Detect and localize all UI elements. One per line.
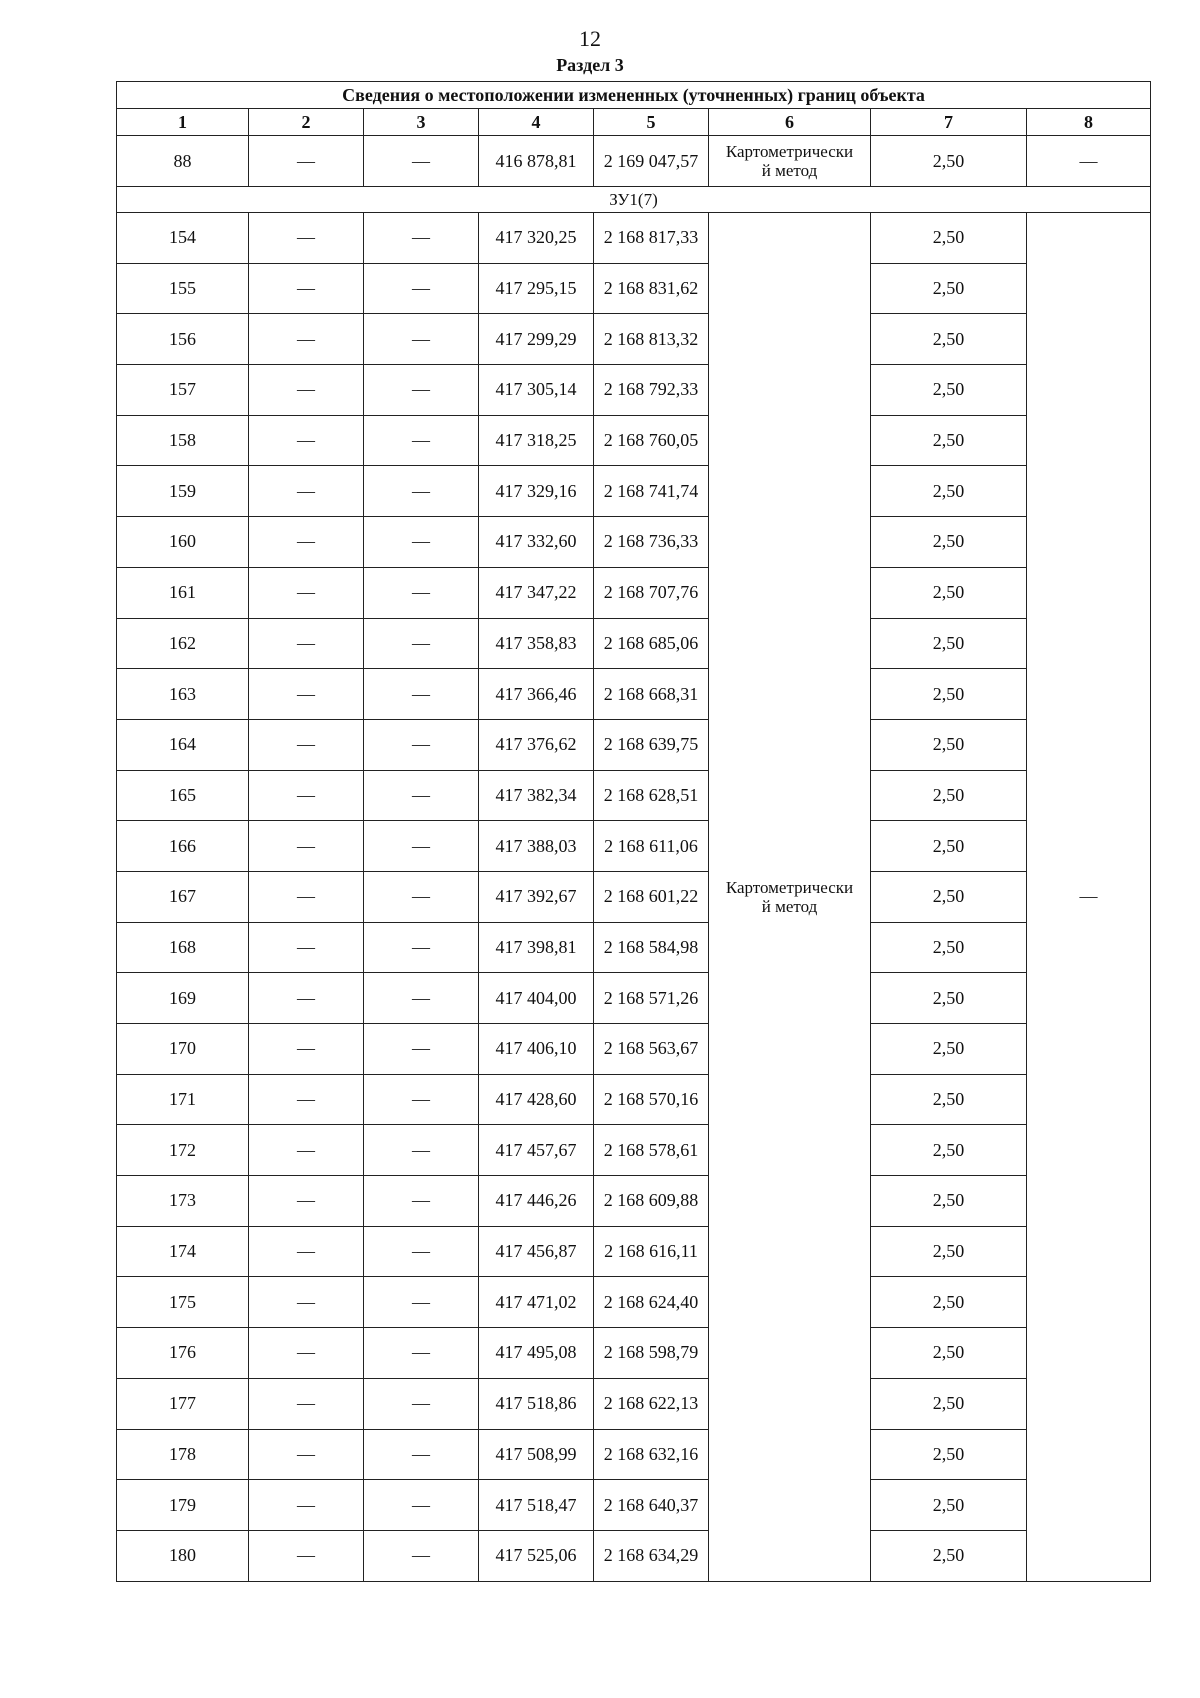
y-coordinate: 2 168 578,61 (594, 1125, 709, 1176)
accuracy: 2,50 (871, 1176, 1027, 1227)
column-number: 8 (1027, 109, 1151, 136)
table-row (117, 1074, 1151, 1125)
point-number: 165 (117, 770, 249, 821)
x-coordinate: 417 398,81 (479, 922, 594, 973)
boundary-coordinates-table (116, 81, 1151, 1582)
col2-dash: — (249, 973, 364, 1024)
accuracy: 2,50 (871, 466, 1027, 517)
col2-dash: — (249, 567, 364, 618)
point-number: 162 (117, 618, 249, 669)
x-coordinate: 417 495,08 (479, 1328, 594, 1379)
col3-dash: — (364, 871, 479, 922)
y-coordinate: 2 168 584,98 (594, 922, 709, 973)
y-coordinate: 2 168 622,13 (594, 1378, 709, 1429)
col2-dash: — (249, 365, 364, 416)
col3-dash: — (364, 1277, 479, 1328)
table-row (117, 1176, 1151, 1227)
col2-dash: — (249, 1226, 364, 1277)
col8-dash: — (1027, 136, 1151, 187)
col3-dash: — (364, 922, 479, 973)
point-number: 167 (117, 871, 249, 922)
y-coordinate: 2 168 601,22 (594, 871, 709, 922)
x-coordinate: 417 406,10 (479, 1024, 594, 1075)
table-row (117, 1226, 1151, 1277)
table-row (117, 973, 1151, 1024)
accuracy: 2,50 (871, 1226, 1027, 1277)
col3-dash: — (364, 1226, 479, 1277)
point-number: 156 (117, 314, 249, 365)
y-coordinate: 2 168 624,40 (594, 1277, 709, 1328)
col2-dash: — (249, 719, 364, 770)
table-caption-row (117, 82, 1151, 109)
point-number: 180 (117, 1530, 249, 1581)
point-number: 160 (117, 517, 249, 568)
col3-dash: — (364, 821, 479, 872)
table-row (117, 567, 1151, 618)
point-number: 88 (117, 136, 249, 187)
col2-dash: — (249, 1176, 364, 1227)
col3-dash: — (364, 415, 479, 466)
column-number: 7 (871, 109, 1027, 136)
x-coordinate: 417 358,83 (479, 618, 594, 669)
point-number: 157 (117, 365, 249, 416)
col3-dash: — (364, 1480, 479, 1531)
accuracy: 2,50 (871, 365, 1027, 416)
column-number: 2 (249, 109, 364, 136)
x-coordinate: 417 318,25 (479, 415, 594, 466)
table-row (117, 314, 1151, 365)
col3-dash: — (364, 1530, 479, 1581)
col2-dash: — (249, 618, 364, 669)
col3-dash: — (364, 1328, 479, 1379)
col3-dash: — (364, 770, 479, 821)
col2-dash: — (249, 1125, 364, 1176)
col3-dash: — (364, 466, 479, 517)
y-coordinate: 2 168 571,26 (594, 973, 709, 1024)
accuracy: 2,50 (871, 415, 1027, 466)
y-coordinate: 2 168 685,06 (594, 618, 709, 669)
point-number: 178 (117, 1429, 249, 1480)
col3-dash: — (364, 1125, 479, 1176)
col2-dash: — (249, 1530, 364, 1581)
accuracy: 2,50 (871, 1125, 1027, 1176)
col3-dash: — (364, 1429, 479, 1480)
point-number: 179 (117, 1480, 249, 1531)
point-number: 161 (117, 567, 249, 618)
table-row (117, 415, 1151, 466)
col3-dash: — (364, 365, 479, 416)
x-coordinate: 417 376,62 (479, 719, 594, 770)
x-coordinate: 417 428,60 (479, 1074, 594, 1125)
table-row (117, 263, 1151, 314)
point-number: 174 (117, 1226, 249, 1277)
y-coordinate: 2 168 668,31 (594, 669, 709, 720)
y-coordinate: 2 168 616,11 (594, 1226, 709, 1277)
x-coordinate: 417 525,06 (479, 1530, 594, 1581)
x-coordinate: 417 392,67 (479, 871, 594, 922)
accuracy: 2,50 (871, 719, 1027, 770)
x-coordinate: 417 295,15 (479, 263, 594, 314)
col3-dash: — (364, 517, 479, 568)
table-row (117, 1530, 1151, 1581)
y-coordinate: 2 168 632,16 (594, 1429, 709, 1480)
col3-dash: — (364, 618, 479, 669)
table-row (117, 618, 1151, 669)
column-number: 4 (479, 109, 594, 136)
table-row (117, 770, 1151, 821)
x-coordinate: 417 457,67 (479, 1125, 594, 1176)
accuracy: 2,50 (871, 1378, 1027, 1429)
x-coordinate: 417 305,14 (479, 365, 594, 416)
accuracy: 2,50 (871, 871, 1027, 922)
point-number: 177 (117, 1378, 249, 1429)
y-coordinate: 2 168 563,67 (594, 1024, 709, 1075)
col3-dash: — (364, 1024, 479, 1075)
table-row (117, 1024, 1151, 1075)
col3-dash: — (364, 1378, 479, 1429)
point-number: 164 (117, 719, 249, 770)
table-row (117, 213, 1151, 264)
table-row (117, 517, 1151, 568)
col3-dash: — (364, 567, 479, 618)
col3-dash: — (364, 213, 479, 264)
column-number-row (117, 109, 1151, 136)
col2-dash: — (249, 466, 364, 517)
col2-dash: — (249, 1277, 364, 1328)
accuracy: 2,50 (871, 136, 1027, 187)
table-row (117, 1277, 1151, 1328)
col3-dash: — (364, 973, 479, 1024)
table-row (117, 821, 1151, 872)
y-coordinate: 2 168 813,32 (594, 314, 709, 365)
accuracy: 2,50 (871, 1530, 1027, 1581)
accuracy: 2,50 (871, 213, 1027, 264)
col3-dash: — (364, 263, 479, 314)
column-number: 6 (709, 109, 871, 136)
y-coordinate: 2 168 634,29 (594, 1530, 709, 1581)
table-row (117, 922, 1151, 973)
accuracy: 2,50 (871, 1277, 1027, 1328)
table-row (117, 719, 1151, 770)
table-row (117, 669, 1151, 720)
y-coordinate: 2 168 831,62 (594, 263, 709, 314)
table-row (117, 1378, 1151, 1429)
col3-dash: — (364, 1074, 479, 1125)
x-coordinate: 417 508,99 (479, 1429, 594, 1480)
y-coordinate: 2 169 047,57 (594, 136, 709, 187)
col3-dash: — (364, 719, 479, 770)
x-coordinate: 417 446,26 (479, 1176, 594, 1227)
y-coordinate: 2 168 628,51 (594, 770, 709, 821)
col2-dash: — (249, 1328, 364, 1379)
y-coordinate: 2 168 817,33 (594, 213, 709, 264)
col2-dash: — (249, 1378, 364, 1429)
x-coordinate: 417 347,22 (479, 567, 594, 618)
table-caption: Сведения о местоположении измененных (уточненных) границ объекта (117, 82, 1151, 109)
col2-dash: — (249, 1429, 364, 1480)
y-coordinate: 2 168 736,33 (594, 517, 709, 568)
col2-dash: — (249, 821, 364, 872)
col2-dash: — (249, 1024, 364, 1075)
col3-dash: — (364, 136, 479, 187)
x-coordinate: 417 332,60 (479, 517, 594, 568)
x-coordinate: 417 320,25 (479, 213, 594, 264)
col2-dash: — (249, 1480, 364, 1531)
y-coordinate: 2 168 611,06 (594, 821, 709, 872)
accuracy: 2,50 (871, 973, 1027, 1024)
group-label-row (117, 187, 1151, 213)
point-number: 176 (117, 1328, 249, 1379)
x-coordinate: 417 388,03 (479, 821, 594, 872)
table-row (117, 466, 1151, 517)
point-number: 171 (117, 1074, 249, 1125)
point-number: 158 (117, 415, 249, 466)
y-coordinate: 2 168 741,74 (594, 466, 709, 517)
point-number: 159 (117, 466, 249, 517)
accuracy: 2,50 (871, 1480, 1027, 1531)
col8-dash: — (1027, 213, 1151, 1582)
col2-dash: — (249, 770, 364, 821)
y-coordinate: 2 168 609,88 (594, 1176, 709, 1227)
col2-dash: — (249, 213, 364, 264)
table-row (117, 1125, 1151, 1176)
accuracy: 2,50 (871, 922, 1027, 973)
accuracy: 2,50 (871, 770, 1027, 821)
col2-dash: — (249, 136, 364, 187)
x-coordinate: 417 518,47 (479, 1480, 594, 1531)
accuracy: 2,50 (871, 517, 1027, 568)
table-row (117, 136, 1151, 187)
table-row (117, 1429, 1151, 1480)
table-row (117, 871, 1151, 922)
point-number: 166 (117, 821, 249, 872)
table-row (117, 1480, 1151, 1531)
page-number: 12 (579, 26, 601, 51)
col3-dash: — (364, 314, 479, 365)
table-row (117, 1328, 1151, 1379)
accuracy: 2,50 (871, 1429, 1027, 1480)
y-coordinate: 2 168 707,76 (594, 567, 709, 618)
accuracy: 2,50 (871, 821, 1027, 872)
point-number: 163 (117, 669, 249, 720)
accuracy: 2,50 (871, 1074, 1027, 1125)
col2-dash: — (249, 1074, 364, 1125)
col2-dash: — (249, 871, 364, 922)
point-number: 175 (117, 1277, 249, 1328)
x-coordinate: 417 382,34 (479, 770, 594, 821)
y-coordinate: 2 168 598,79 (594, 1328, 709, 1379)
col3-dash: — (364, 1176, 479, 1227)
y-coordinate: 2 168 640,37 (594, 1480, 709, 1531)
x-coordinate: 417 518,86 (479, 1378, 594, 1429)
accuracy: 2,50 (871, 263, 1027, 314)
point-number: 154 (117, 213, 249, 264)
table-row (117, 365, 1151, 416)
accuracy: 2,50 (871, 669, 1027, 720)
y-coordinate: 2 168 570,16 (594, 1074, 709, 1125)
group-label: ЗУ1(7) (117, 187, 1151, 213)
col2-dash: — (249, 517, 364, 568)
point-number: 170 (117, 1024, 249, 1075)
accuracy: 2,50 (871, 567, 1027, 618)
point-number: 172 (117, 1125, 249, 1176)
col2-dash: — (249, 669, 364, 720)
col2-dash: — (249, 922, 364, 973)
point-number: 169 (117, 973, 249, 1024)
x-coordinate: 417 329,16 (479, 466, 594, 517)
accuracy: 2,50 (871, 1328, 1027, 1379)
col2-dash: — (249, 415, 364, 466)
accuracy: 2,50 (871, 1024, 1027, 1075)
col2-dash: — (249, 314, 364, 365)
y-coordinate: 2 168 760,05 (594, 415, 709, 466)
x-coordinate: 417 471,02 (479, 1277, 594, 1328)
point-number: 155 (117, 263, 249, 314)
point-number: 168 (117, 922, 249, 973)
x-coordinate: 417 456,87 (479, 1226, 594, 1277)
x-coordinate: 417 366,46 (479, 669, 594, 720)
column-number: 5 (594, 109, 709, 136)
point-number: 173 (117, 1176, 249, 1227)
method-cell: Картометрически й метод (709, 136, 871, 187)
accuracy: 2,50 (871, 618, 1027, 669)
accuracy: 2,50 (871, 314, 1027, 365)
method-cell: Картометрически й метод (709, 213, 871, 1582)
col3-dash: — (364, 669, 479, 720)
column-number: 1 (117, 109, 249, 136)
x-coordinate: 417 404,00 (479, 973, 594, 1024)
column-number: 3 (364, 109, 479, 136)
col2-dash: — (249, 263, 364, 314)
x-coordinate: 416 878,81 (479, 136, 594, 187)
y-coordinate: 2 168 792,33 (594, 365, 709, 416)
y-coordinate: 2 168 639,75 (594, 719, 709, 770)
section-title: Раздел 3 (556, 55, 624, 75)
x-coordinate: 417 299,29 (479, 314, 594, 365)
